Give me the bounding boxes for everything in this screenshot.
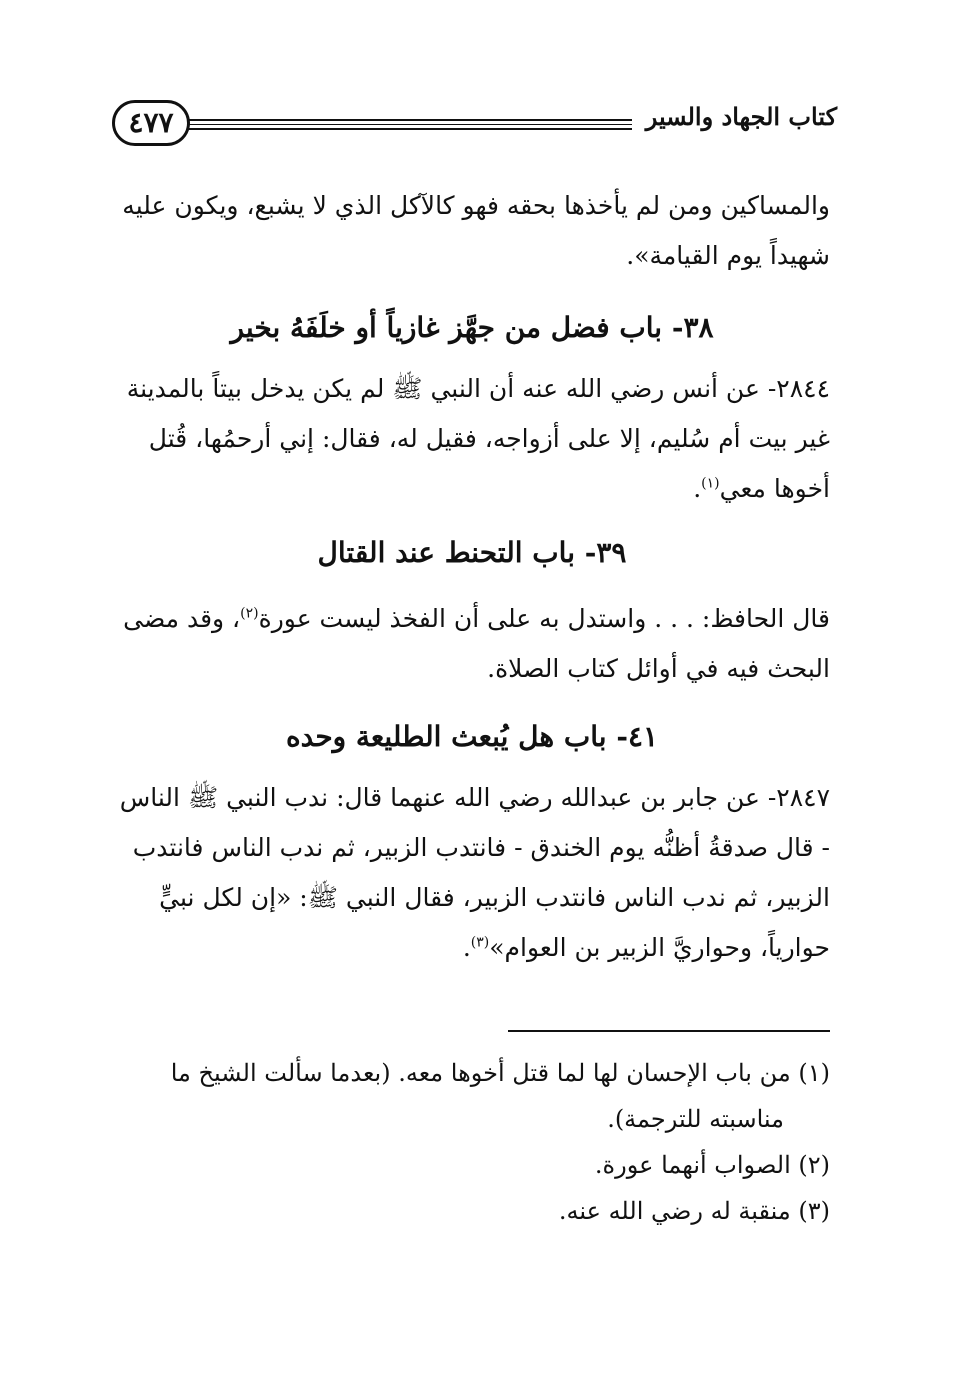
page-number: ٤٧٧ bbox=[112, 100, 190, 146]
section-39-paragraph bbox=[114, 594, 830, 694]
text-span: . bbox=[693, 474, 702, 503]
header-rule bbox=[186, 119, 632, 121]
text-line: ٢٨٤٧- عن جابر بن عبدالله رضي الله عنهما قال: ندب النبي ﷺ الناس bbox=[119, 783, 830, 812]
text-span: . bbox=[462, 933, 471, 962]
section-38-title: ٣٨- باب فضل من جهَّز غازياً أو خلَفَهُ بخير bbox=[230, 311, 714, 344]
text-line bbox=[114, 594, 830, 644]
text-line: شهيداً يوم القيامة». bbox=[626, 241, 830, 270]
text-span: حوارياً، وحواريَّ الزبير بن العوام» bbox=[489, 933, 830, 962]
footnote-3: (٣) منقبة له رضي الله عنه. bbox=[558, 1197, 830, 1225]
text-span: ، وقد مضى bbox=[123, 604, 241, 633]
section-39-title: ٣٩- باب التحنط عند القتال bbox=[317, 536, 627, 569]
page-header bbox=[112, 100, 837, 150]
footnote-separator bbox=[508, 1030, 830, 1032]
text-span: أخوها معي bbox=[719, 474, 830, 503]
hadith-2847 bbox=[114, 773, 830, 973]
section-41-title: ٤١- باب هل يُبعث الطليعة وحده bbox=[285, 720, 659, 753]
text-line: والمساكين ومن لم يأخذها بحقه فهو كالآكل الذي لا يشبع، ويكون عليه bbox=[122, 191, 830, 220]
text-line: الزبير، ثم ندب الناس فانتدب الزبير، فقال النبي ﷺ: «إن لكل نبيٍّ bbox=[159, 883, 830, 912]
footnote-1: (١) من باب الإحسان لها لما قتل أخوها معه. (بعدما سألت الشيخ ما bbox=[170, 1059, 830, 1087]
header-rule bbox=[186, 124, 632, 125]
text-line: البحث فيه في أوائل كتاب الصلاة. bbox=[487, 654, 830, 683]
text-line bbox=[114, 464, 830, 514]
hadith-2844 bbox=[114, 364, 830, 514]
intro-paragraph bbox=[114, 181, 830, 281]
text-span: قال الحافظ: . . . واستدل به على أن الفخذ ليست عورة bbox=[258, 604, 830, 633]
book-title: كتاب الجهاد والسير bbox=[645, 102, 837, 131]
footnote-ref[interactable]: (٢) bbox=[240, 605, 259, 622]
text-line: ٢٨٤٤- عن أنس رضي الله عنه أن النبي ﷺ لم يكن يدخل بيتاً بالمدينة bbox=[126, 374, 830, 403]
footnote-ref[interactable]: (١) bbox=[701, 475, 720, 492]
header-rule bbox=[186, 128, 632, 130]
footnote-ref[interactable]: (٣) bbox=[470, 934, 490, 951]
text-line: - قال صدقةُ أظنُّه يوم الخندق - فانتدب الزبير، ثم ندب الناس فانتدب bbox=[132, 833, 830, 862]
footnotes bbox=[114, 1050, 830, 1234]
text-line: غير بيت أم سُليم، إلا على أزواجه، فقيل له، فقال: إني أرحمُها، قُتل bbox=[148, 424, 830, 453]
footnote-1-continued: مناسبته للترجمة). bbox=[607, 1105, 784, 1133]
text-line bbox=[114, 923, 830, 973]
footnote-2: (٢) الصواب أنهما عورة. bbox=[594, 1151, 830, 1179]
